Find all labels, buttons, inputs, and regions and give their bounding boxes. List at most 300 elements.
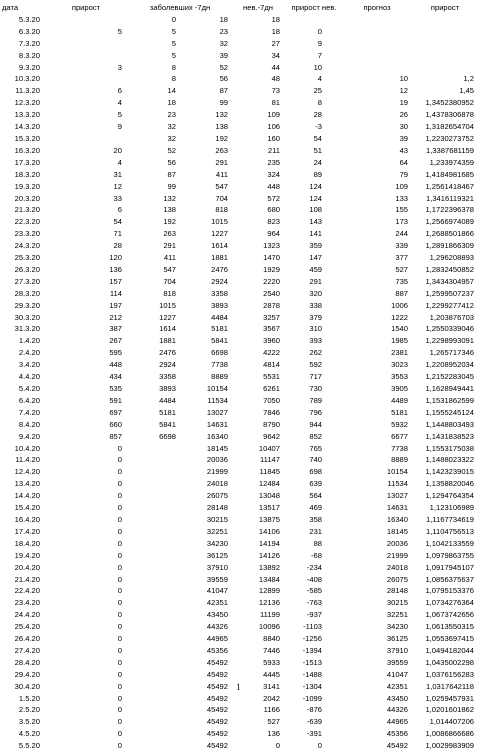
cell-unrecovered-7d: 7446 <box>263 645 281 655</box>
cell-forecast-growth: 1,0673742656 <box>425 610 475 620</box>
header-forecast: прогноз <box>363 3 391 12</box>
cell-unrecovered-7d: 1323 <box>263 241 281 251</box>
cell-unrecovered-7d: 8840 <box>263 634 281 644</box>
cell-unrecovered-growth: -1394 <box>302 645 323 655</box>
cell-forecast: 3905 <box>391 384 409 393</box>
cell-forecast: 19 <box>399 98 409 108</box>
cell-forecast <box>344 14 410 26</box>
cell-forecast-growth <box>410 50 480 62</box>
cell-growth: 0 <box>117 574 122 584</box>
cell-cumulative: 26075 <box>206 491 229 501</box>
cell-forecast-growth: 1,0317642118 <box>426 681 475 691</box>
cell-cases-7d: 5 <box>171 26 176 36</box>
cell-unrecovered-growth: 564 <box>309 491 323 501</box>
cell-unrecovered-growth: -1488 <box>302 669 323 679</box>
cell-growth: 0 <box>117 514 122 524</box>
cell-unrecovered-7d: 44 <box>271 62 281 72</box>
cell-growth: 5 <box>117 26 122 36</box>
cell-forecast-growth: 1,0795153376 <box>425 586 475 596</box>
cell-cumulative: 1881 <box>211 253 229 263</box>
cell-cases-7d: 3358 <box>159 372 176 382</box>
cell-unrecovered-growth: 147 <box>309 253 323 263</box>
cell-forecast: 11534 <box>387 479 409 489</box>
cell-unrecovered-7d: 34 <box>271 50 281 60</box>
cell-cumulative: 547 <box>215 181 229 191</box>
cell-forecast: 4489 <box>391 395 409 405</box>
table-row <box>0 502 480 514</box>
cell-cases-7d: 8 <box>171 74 176 84</box>
cell-unrecovered-7d: 527 <box>267 717 281 727</box>
cell-forecast: 28148 <box>386 586 409 596</box>
cell-date: 25.3.20 <box>14 253 40 263</box>
cell-date: 20.4.20 <box>14 562 40 572</box>
cell-forecast: 10154 <box>386 467 409 477</box>
cell-forecast: 1985 <box>391 336 409 346</box>
cell-forecast: 26 <box>399 110 409 120</box>
cell-unrecovered-growth: 124 <box>309 181 323 191</box>
cell-growth: 28 <box>113 241 122 251</box>
cell-cumulative: 4484 <box>211 312 229 322</box>
cell-unrecovered-7d: 8790 <box>263 419 281 429</box>
cell-forecast: 30 <box>399 122 409 132</box>
cell-cases-7d: 5 <box>171 50 176 60</box>
cell-unrecovered-7d: 11845 <box>259 467 281 477</box>
cell-unrecovered-7d: 235 <box>267 157 281 167</box>
cell-forecast-growth <box>410 26 480 38</box>
cell-forecast: 26075 <box>386 574 409 584</box>
cell-cases-7d: 8 <box>171 62 176 72</box>
cell-cumulative: 818 <box>215 205 229 215</box>
cell-forecast: 10 <box>399 74 409 84</box>
cell-forecast: 133 <box>395 193 409 203</box>
table-row <box>0 371 480 383</box>
cell-forecast-growth: 1,123106989 <box>429 503 475 513</box>
cell-unrecovered-growth: 393 <box>309 336 323 346</box>
cell-growth: 71 <box>113 229 122 239</box>
cell-cases-7d <box>128 657 178 669</box>
cell-date: 11.3.20 <box>15 86 40 96</box>
cell-forecast-growth: 1,233974359 <box>429 157 475 167</box>
cell-unrecovered-7d: 27 <box>271 38 281 48</box>
cell-unrecovered-growth: 262 <box>309 348 323 358</box>
cell-date: 5.5.20 <box>18 741 40 751</box>
cell-unrecovered-7d: 324 <box>267 169 281 179</box>
cell-cumulative: 10154 <box>206 384 229 393</box>
cell-cumulative: 24018 <box>206 479 229 489</box>
cell-cumulative: 11534 <box>207 395 229 405</box>
cell-forecast: 339 <box>395 241 409 251</box>
cell-date: 13.3.20 <box>14 110 40 120</box>
cell-forecast-growth: 1,014407206 <box>429 717 475 727</box>
cell-unrecovered-7d: 14126 <box>258 550 281 560</box>
cell-cumulative: 1227 <box>211 229 229 239</box>
cell-cases-7d: 2476 <box>159 348 176 358</box>
cell-forecast-growth: 1,1294764354 <box>425 491 475 501</box>
table-row <box>0 38 480 50</box>
cell-forecast: 14631 <box>386 503 409 513</box>
cell-growth: 0 <box>117 669 122 679</box>
cell-growth: 0 <box>117 538 122 548</box>
cell-date: 26.3.20 <box>14 264 40 274</box>
cell-date: 27.4.20 <box>14 645 40 655</box>
cell-cases-7d <box>128 514 178 526</box>
cell-unrecovered-7d: 964 <box>267 229 281 239</box>
cell-unrecovered-growth: 469 <box>309 503 323 513</box>
cell-unrecovered-7d: 160 <box>267 133 281 143</box>
cell-unrecovered-growth: -1256 <box>302 634 323 644</box>
table-row <box>0 562 480 574</box>
cell-cumulative: 20036 <box>206 455 229 465</box>
cell-date: 7.3.20 <box>18 38 40 48</box>
cell-cases-7d <box>128 490 178 502</box>
table-row <box>0 157 480 169</box>
cell-date: 31.3.20 <box>14 324 40 334</box>
cell-cumulative: 704 <box>215 193 229 203</box>
cell-unrecovered-growth: 765 <box>309 443 323 453</box>
table-row <box>0 133 480 145</box>
cell-forecast-growth: 1,2 <box>463 74 475 84</box>
cell-cases-7d: 32 <box>167 133 176 143</box>
cell-cumulative: 45492 <box>206 705 229 715</box>
cell-cumulative: 39559 <box>206 574 229 584</box>
cell-forecast-growth: 1,2832450852 <box>425 264 475 274</box>
cell-date: 19.4.20 <box>14 550 40 560</box>
cell-forecast-growth: 1,1167734619 <box>426 514 475 524</box>
cell-unrecovered-7d: 14106 <box>258 526 281 536</box>
cell-growth: 0 <box>117 479 122 489</box>
cell-cases-7d: 99 <box>167 181 176 191</box>
cell-date: 20.3.20 <box>14 193 40 203</box>
cell-cases-7d <box>128 454 178 466</box>
table-row <box>0 728 480 740</box>
header-forecast-growth: прирост <box>430 3 460 12</box>
cell-date: 10.4.20 <box>14 443 40 453</box>
table-row <box>0 621 480 633</box>
cell-cases-7d <box>128 669 178 681</box>
cell-unrecovered-growth: 108 <box>309 205 323 215</box>
cell-date: 18.3.20 <box>14 169 40 179</box>
cell-unrecovered-growth: 143 <box>309 217 323 227</box>
cell-date: 17.3.20 <box>14 157 40 167</box>
cell-growth: 33 <box>113 193 122 203</box>
cell-date: 16.3.20 <box>14 145 40 155</box>
cell-forecast-growth: 1,2566974089 <box>425 217 475 227</box>
cell-forecast-growth: 1,2891866309 <box>425 241 475 251</box>
cell-forecast-growth: 1,3182654704 <box>425 122 475 132</box>
cell-forecast-growth: 1,203876703 <box>429 312 475 322</box>
cell-forecast-growth: 1,0029983909 <box>425 741 475 751</box>
cell-cases-7d <box>128 526 178 538</box>
cell-date: 18.4.20 <box>14 538 40 548</box>
cell-cumulative: 87 <box>219 86 229 96</box>
cell-unrecovered-growth: 10 <box>313 62 323 72</box>
cell-unrecovered-7d: 6261 <box>263 384 281 393</box>
cell-unrecovered-7d: 12136 <box>258 598 281 608</box>
cell-growth: 660 <box>109 419 122 429</box>
cell-forecast-growth: 1,3387681159 <box>426 145 475 155</box>
cell-forecast <box>344 50 410 62</box>
cell-date: 12.4.20 <box>14 467 40 477</box>
cell-cases-7d: 1015 <box>159 300 176 310</box>
cell-unrecovered-7d: 5531 <box>263 372 281 382</box>
cell-forecast: 41047 <box>386 669 409 679</box>
cell-cases-7d: 23 <box>167 110 176 120</box>
cell-forecast-growth: 1,0856375637 <box>425 574 475 584</box>
cell-unrecovered-7d: 18 <box>271 14 281 24</box>
cell-growth: 0 <box>117 645 122 655</box>
cell-forecast-growth: 1,2152283045 <box>425 372 475 382</box>
table-row <box>0 204 480 216</box>
cell-unrecovered-7d: 1166 <box>263 705 281 715</box>
cell-unrecovered-7d: 4445 <box>263 669 281 679</box>
cell-forecast: 18145 <box>386 526 409 536</box>
cell-cases-7d: 132 <box>163 193 176 203</box>
table-row <box>0 26 480 38</box>
cell-unrecovered-7d: 10096 <box>258 622 281 632</box>
cell-unrecovered-7d: 823 <box>267 217 281 227</box>
cell-cases-7d: 6698 <box>159 431 176 441</box>
cell-forecast-growth: 1,1531862599 <box>425 395 475 405</box>
cell-growth: 0 <box>117 693 122 703</box>
cell-forecast: 735 <box>395 276 409 286</box>
cell-unrecovered-growth: 338 <box>309 300 323 310</box>
cell-forecast-growth: 1,1488023322 <box>425 455 475 465</box>
cell-unrecovered-growth: 852 <box>309 431 323 441</box>
cell-cumulative: 36125 <box>206 550 229 560</box>
cell-cases-7d: 818 <box>163 288 176 298</box>
cell-forecast: 34230 <box>386 622 409 632</box>
table-row <box>0 585 480 597</box>
cell-unrecovered-growth: 459 <box>309 264 323 274</box>
cell-cases-7d <box>128 693 178 705</box>
cell-growth: 31 <box>113 169 122 179</box>
cell-forecast: 16340 <box>386 514 409 524</box>
cell-cases-7d: 56 <box>167 157 176 167</box>
cell-growth: 136 <box>109 264 122 274</box>
cell-forecast: 5932 <box>391 419 409 429</box>
cell-forecast-growth: 1,0494182044 <box>425 645 475 655</box>
cell-cumulative: 3358 <box>211 288 229 298</box>
cell-growth: 0 <box>117 503 122 513</box>
cell-date: 22.3.20 <box>14 217 40 227</box>
cell-date: 3.4.20 <box>18 360 40 370</box>
cell-cumulative: 3893 <box>211 300 229 310</box>
cell-forecast: 79 <box>399 169 409 179</box>
cell-forecast-growth: 1,2550339046 <box>425 324 475 334</box>
cell-cases-7d: 547 <box>163 264 176 274</box>
cell-date: 27.3.20 <box>14 276 40 286</box>
cell-growth: 6 <box>117 86 122 96</box>
cell-cases-7d <box>128 728 178 740</box>
cell-forecast: 13027 <box>386 491 409 501</box>
cell-forecast-growth <box>410 14 480 26</box>
cell-unrecovered-growth: 359 <box>309 241 323 251</box>
cell-forecast: 44326 <box>386 705 409 715</box>
cell-unrecovered-7d: 14194 <box>258 538 281 548</box>
table-row <box>0 216 480 228</box>
cell-cases-7d: 411 <box>163 253 176 263</box>
cell-unrecovered-7d: 1929 <box>263 264 281 274</box>
cell-unrecovered-7d: 13484 <box>258 574 281 584</box>
cell-cases-7d: 18 <box>167 98 176 108</box>
cell-forecast: 37910 <box>386 645 409 655</box>
cell-cumulative: 23 <box>219 26 229 36</box>
cell-forecast-growth: 1,4184981685 <box>425 169 475 179</box>
cell-forecast-growth: 1,0086866686 <box>425 729 475 739</box>
cell-date: 10.3.20 <box>14 74 40 84</box>
cell-cumulative: 45492 <box>206 657 229 667</box>
cell-forecast: 39 <box>399 133 409 143</box>
cell-cases-7d: 138 <box>163 205 176 215</box>
cell-unrecovered-7d: 13892 <box>258 562 281 572</box>
cell-forecast-growth: 1,1448803493 <box>425 419 475 429</box>
cell-unrecovered-growth <box>284 14 344 26</box>
cell-unrecovered-7d: 211 <box>267 145 281 155</box>
cell-forecast-growth: 1,0201601862 <box>425 705 475 715</box>
cell-growth: 157 <box>109 276 122 286</box>
cell-forecast: 887 <box>395 288 409 298</box>
cell-cases-7d: 5181 <box>159 407 176 417</box>
table-row <box>0 14 480 26</box>
cell-cumulative: 99 <box>219 98 229 108</box>
cell-date: 11.4.20 <box>15 455 40 465</box>
cell-growth: 212 <box>109 312 122 322</box>
table-row <box>0 193 480 205</box>
table-row <box>0 514 480 526</box>
cell-unrecovered-growth: 7 <box>317 50 323 60</box>
cell-cumulative: 45492 <box>206 717 229 727</box>
cell-growth <box>44 73 128 85</box>
cell-date: 13.4.20 <box>14 479 40 489</box>
cell-growth: 0 <box>117 455 122 465</box>
cell-date: 24.4.20 <box>14 610 40 620</box>
cell-cumulative: 52 <box>219 62 229 72</box>
cell-forecast-growth: 1,1431838523 <box>425 431 475 441</box>
cell-growth: 0 <box>117 741 122 751</box>
cell-forecast: 3553 <box>391 372 409 382</box>
cell-unrecovered-7d: 73 <box>271 86 281 96</box>
cell-forecast: 244 <box>395 229 409 239</box>
cell-cumulative: 18 <box>219 14 229 24</box>
cell-forecast-growth: 1,296208893 <box>429 253 475 263</box>
cell-forecast-growth: 1,2230273752 <box>425 133 475 143</box>
cell-date: 19.3.20 <box>14 181 40 191</box>
header-unrecovered-7d: нев.-7дн <box>243 3 273 12</box>
table-row <box>0 276 480 288</box>
cell-forecast: 5181 <box>391 407 409 417</box>
cell-unrecovered-7d: 572 <box>267 193 281 203</box>
cell-cumulative: 45492 <box>206 693 229 703</box>
cell-unrecovered-growth: -234 <box>306 562 323 572</box>
table-row <box>0 633 480 645</box>
cell-unrecovered-growth: -639 <box>306 717 323 727</box>
cell-cumulative: 44965 <box>206 634 229 644</box>
cell-cumulative: 291 <box>215 157 229 167</box>
cell-unrecovered-7d: 3960 <box>263 336 281 346</box>
cell-cumulative: 21999 <box>206 467 229 477</box>
cell-cases-7d <box>128 585 178 597</box>
cell-date: 8.4.20 <box>18 419 40 429</box>
cell-growth: 54 <box>113 217 122 227</box>
header-cases-7d: заболевших -7дн <box>149 3 211 12</box>
cell-cumulative: 41047 <box>206 586 229 596</box>
cell-forecast: 45492 <box>386 741 409 751</box>
cell-forecast: 36125 <box>386 634 409 644</box>
cell-date: 15.3.20 <box>14 133 40 143</box>
cell-forecast: 42351 <box>386 681 409 691</box>
cell-date: 1.5.20 <box>18 693 40 703</box>
cell-cumulative: 7738 <box>211 360 229 370</box>
cell-forecast: 155 <box>395 205 409 215</box>
cell-cumulative: 56 <box>219 74 229 84</box>
cell-cases-7d <box>128 574 178 586</box>
cell-unrecovered-7d: 2220 <box>263 276 281 286</box>
cell-date: 14.3.20 <box>14 122 40 132</box>
cell-cumulative: 37910 <box>206 562 229 572</box>
cell-date: 1.4.20 <box>18 336 40 346</box>
cell-cumulative: 5181 <box>211 324 229 334</box>
table-row <box>0 443 480 455</box>
cell-date: 14.4.20 <box>14 491 40 501</box>
cell-forecast: 45356 <box>386 729 409 739</box>
table-row <box>0 312 480 324</box>
cell-date: 23.3.20 <box>14 229 40 239</box>
cell-date: 28.4.20 <box>14 657 40 667</box>
cell-growth <box>44 133 128 145</box>
cell-forecast-growth: 1,2561418467 <box>425 181 475 191</box>
cell-unrecovered-7d: 9642 <box>263 431 281 441</box>
cell-unrecovered-growth: 54 <box>313 133 323 143</box>
cell-growth: 0 <box>117 550 122 560</box>
cell-cumulative: 42351 <box>206 598 229 608</box>
cell-forecast-growth: 1,2298993091 <box>425 336 475 346</box>
cell-date: 4.5.20 <box>18 729 40 739</box>
cell-unrecovered-7d: 7846 <box>263 407 281 417</box>
cell-unrecovered-growth: -1304 <box>302 681 323 691</box>
table-row <box>0 574 480 586</box>
cell-forecast: 39559 <box>386 657 409 667</box>
table-row <box>0 85 480 97</box>
cell-forecast-growth: 1,0979863755 <box>425 550 475 560</box>
table-row <box>0 169 480 181</box>
cell-unrecovered-7d: 3141 <box>263 681 281 691</box>
cell-unrecovered-growth: 0 <box>317 26 323 36</box>
cell-growth: 0 <box>117 467 122 477</box>
cell-forecast: 1006 <box>391 300 409 310</box>
cell-cumulative: 192 <box>215 133 229 143</box>
cell-growth: 6 <box>117 205 122 215</box>
cell-forecast: 24018 <box>386 562 409 572</box>
cell-cases-7d <box>128 550 178 562</box>
table-row <box>0 335 480 347</box>
cell-forecast: 1540 <box>391 324 409 334</box>
cell-forecast-growth: 1,0376156283 <box>425 669 475 679</box>
cell-forecast: 3023 <box>391 360 409 370</box>
cell-growth: 591 <box>109 395 122 405</box>
cell-unrecovered-growth: -763 <box>306 598 323 608</box>
cell-cases-7d: 1614 <box>159 324 176 334</box>
cell-unrecovered-7d: 1470 <box>263 253 281 263</box>
cell-growth: 0 <box>117 717 122 727</box>
cell-cumulative: 6698 <box>211 348 229 358</box>
table-row <box>0 62 480 74</box>
cell-unrecovered-growth: 639 <box>309 479 323 489</box>
table-row <box>0 466 480 478</box>
cell-growth: 0 <box>117 491 122 501</box>
cell-growth: 697 <box>109 407 122 417</box>
cell-unrecovered-growth: 698 <box>309 467 323 477</box>
cell-cases-7d: 291 <box>163 241 176 251</box>
